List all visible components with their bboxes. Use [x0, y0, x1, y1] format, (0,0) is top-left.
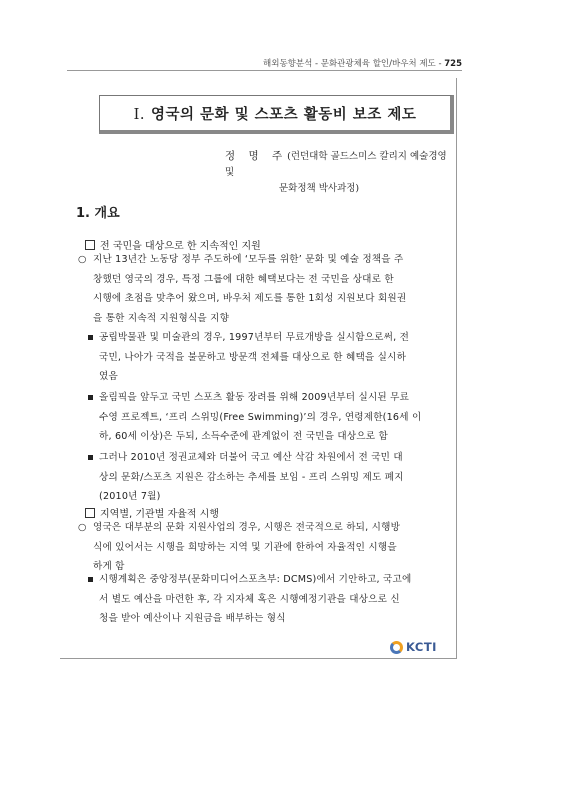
section-title: 개요	[94, 206, 120, 221]
square-bullet-icon	[88, 335, 93, 340]
paragraph-line: 청을 받아 예산이나 지원금을 배부하는 형식	[99, 613, 286, 624]
page-number: 725	[444, 59, 462, 69]
chapter-title-text: 영국의 문화 및 스포츠 활동비 보조 제도	[150, 106, 417, 123]
author-block	[225, 148, 450, 197]
paragraph-line: 창했던 영국의 경우, 특정 그룹에 대한 혜택보다는 전 국민을 상대로 한	[93, 273, 394, 285]
paragraph-line: (2010년 7월)	[99, 491, 161, 502]
bullet-item	[99, 570, 453, 629]
circle-item	[78, 518, 453, 577]
bullet-item	[99, 328, 453, 387]
author-affiliation-line2: 문화정책 박사과정)	[279, 183, 360, 194]
paragraph-line: 였음	[99, 371, 118, 382]
paragraph-line: 시행에 초점을 맞추어 왔으며, 바우처 제도를 통한 1회성 지원보다 회원권	[93, 293, 407, 304]
kcti-ring-icon	[390, 641, 403, 654]
kcti-logo	[384, 640, 443, 654]
chapter-numeral: Ⅰ.	[133, 106, 145, 123]
subsection-heading: 지역별, 기관별 자율적 시행	[85, 505, 219, 520]
circle-bullet-icon: ○	[78, 522, 87, 533]
kcti-logo-text: KCTI	[406, 640, 437, 654]
paragraph-line: 서 별도 예산을 마련한 후, 각 지자체 혹은 시행예정기관을 대상으로 신	[99, 593, 400, 605]
paragraph-line: 국민, 나아가 국적을 불문하고 방문객 전체를 대상으로 한 혜택을 실시하	[99, 351, 407, 363]
chapter-title	[134, 103, 417, 124]
section-heading	[76, 202, 120, 221]
checkbox-square-icon	[85, 508, 95, 518]
paragraph-line: 식에 있어서는 시행을 희망하는 지역 및 기관에 한하여 자율적인 시행을	[93, 541, 397, 553]
paragraph-line: 하, 60세 이상)은 두되, 소득수준에 관계없이 전 국민을 대상으로 함	[99, 431, 388, 442]
author-name: 정 명 주	[225, 150, 288, 162]
paragraph-line: 상의 문화/스포츠 지원은 감소하는 추세를 보임 - 프리 스위밍 제도 폐지	[99, 471, 404, 483]
title-box	[99, 95, 454, 134]
running-header	[262, 57, 462, 69]
square-bullet-icon	[88, 455, 93, 460]
paragraph-line: 시행계획은 중앙정부(문화미디어스포츠부: DCMS)에서 기안하고, 국고에	[99, 574, 412, 585]
paragraph-line: 하게 함	[93, 561, 125, 572]
checkbox-square-icon	[85, 240, 95, 250]
paragraph-line: 공립박물관 및 미술관의 경우, 1997년부터 무료개방을 실시함으로써, 전	[99, 332, 410, 343]
square-bullet-icon	[88, 395, 93, 400]
paragraph-line: 을 통한 지속적 지원형식을 지향	[93, 312, 230, 324]
bullet-item	[99, 448, 453, 507]
paragraph-line: 수영 프로젝트, ‘프리 스위밍(Free Swimming)’의 경우, 연령제한(16세 이	[99, 411, 422, 423]
paragraph-line: 그러나 2010년 정권교체와 더불어 국고 예산 삭감 차원에서 전 국민 대	[99, 452, 403, 463]
author-affiliation-line1: (런던대학 골드스미스 칼리지 예술경영 및	[225, 151, 447, 178]
section-number: 1.	[76, 206, 90, 221]
circle-item	[78, 250, 453, 328]
bullet-item	[99, 388, 453, 447]
paragraph-line: 지난 13년간 노동당 정부 주도하에 ‘모두를 위한’ 문화 및 예술 정책을 주	[93, 254, 404, 265]
square-bullet-icon	[88, 577, 93, 582]
subsection-heading: 전 국민을 대상으로 한 지속적인 지원	[85, 237, 261, 252]
paragraph-line: 영국은 대부분의 문화 지원사업의 경우, 시행은 전국적으로 하되, 시행방	[93, 522, 401, 533]
circle-bullet-icon: ○	[78, 254, 87, 265]
header-rule	[67, 70, 462, 71]
paragraph-line: 올림픽을 앞두고 국민 스포츠 활동 장려를 위해 2009년부터 실시된 무료	[99, 392, 410, 403]
running-title: 해외동향분석 - 문화관광체육 할인/바우처 제도 -	[263, 59, 442, 69]
